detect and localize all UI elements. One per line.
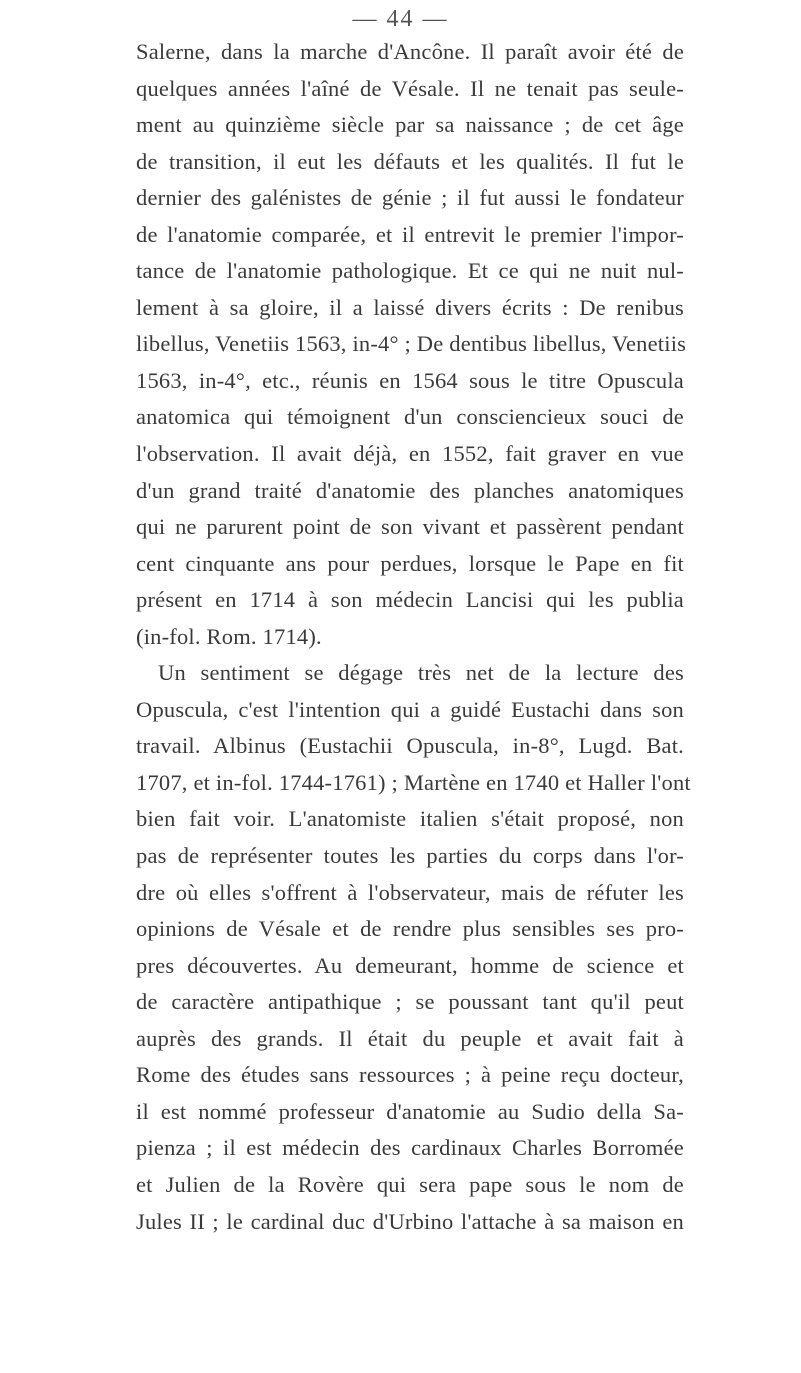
text-line: pienza ; il est médecin des cardinaux Charles Borromée (136, 1135, 684, 1161)
text-line: lement à sa gloire, il a laissé divers écrits : De renibus (136, 294, 684, 320)
text-line: qui ne parurent point de son vivant et passèrent pendant (136, 514, 684, 540)
text-line: dre où elles s'offrent à l'observateur, mais de réfuter les (136, 879, 684, 905)
text-line: cent cinquante ans pour perdues, lorsque le Pape en fit (136, 550, 684, 576)
text-line: Opuscula, c'est l'intention qui a guidé Eustachi dans son (136, 696, 684, 722)
text-line: il est nommé professeur d'anatomie au Sudio della Sa- (136, 1098, 684, 1124)
text-line: tance de l'anatomie pathologique. Et ce qui ne nuit nul- (136, 258, 684, 284)
text-line: travail. Albinus (Eustachii Opuscula, in-8°, Lugd. Bat. (136, 733, 684, 759)
text-line: dernier des galénistes de génie ; il fut aussi le fondateur (136, 185, 684, 211)
text-line: de l'anatomie comparée, et il entrevit le premier l'impor- (136, 221, 684, 247)
text-line: l'observation. Il avait déjà, en 1552, fait graver en vue (136, 441, 684, 467)
text-line: opinions de Vésale et de rendre plus sensibles ses pro- (136, 916, 684, 942)
text-line: présent en 1714 à son médecin Lancisi qui les publia (136, 587, 684, 613)
paragraph-start-line: Un sentiment se dégage très net de la lecture des (158, 660, 684, 686)
text-line: anatomica qui témoignent d'un consciencieux souci de (136, 404, 684, 430)
text-line: libellus, Venetiis 1563, in-4° ; De dentibus libellus, Venetiis (136, 331, 687, 357)
text-line: de transition, il eut les défauts et les qualités. Il fut le (136, 148, 684, 174)
text-line: Salerne, dans la marche d'Ancône. Il paraît avoir été de (136, 39, 684, 64)
text-line: auprès des grands. Il était du peuple et avait fait à (136, 1025, 684, 1051)
text-line: de caractère antipathique ; se poussant tant qu'il peut (136, 989, 684, 1015)
text-line: Rome des études sans ressources ; à peine reçu docteur, (136, 1062, 684, 1088)
text-line: 1563, in-4°, etc., réunis en 1564 sous le titre Opuscula (136, 367, 684, 393)
text-line: Jules II ; le cardinal duc d'Urbino l'attache à sa maison en (136, 1208, 684, 1234)
paragraph-end-line: (in-fol. Rom. 1714). (136, 623, 322, 649)
text-line: pres découvertes. Au demeurant, homme de science et (136, 952, 684, 978)
text-line: et Julien de la Rovère qui sera pape sous le nom de (136, 1171, 684, 1197)
text-line: quelques années l'aîné de Vésale. Il ne tenait pas seule- (136, 75, 684, 101)
text-line: d'un grand traité d'anatomie des planches anatomiques (136, 477, 684, 503)
text-line: ment au quinzième siècle par sa naissance ; de cet âge (136, 112, 684, 138)
text-line: pas de représenter toutes les parties du corps dans l'or- (136, 843, 684, 869)
text-line: 1707, et in-fol. 1744-1761) ; Martène en 1740 et Haller l'ont (136, 769, 691, 795)
body-text (136, 34, 691, 1240)
page-number: — 44 — (352, 6, 449, 32)
text-line: bien fait voir. L'anatomiste italien s'était proposé, non (136, 806, 684, 832)
